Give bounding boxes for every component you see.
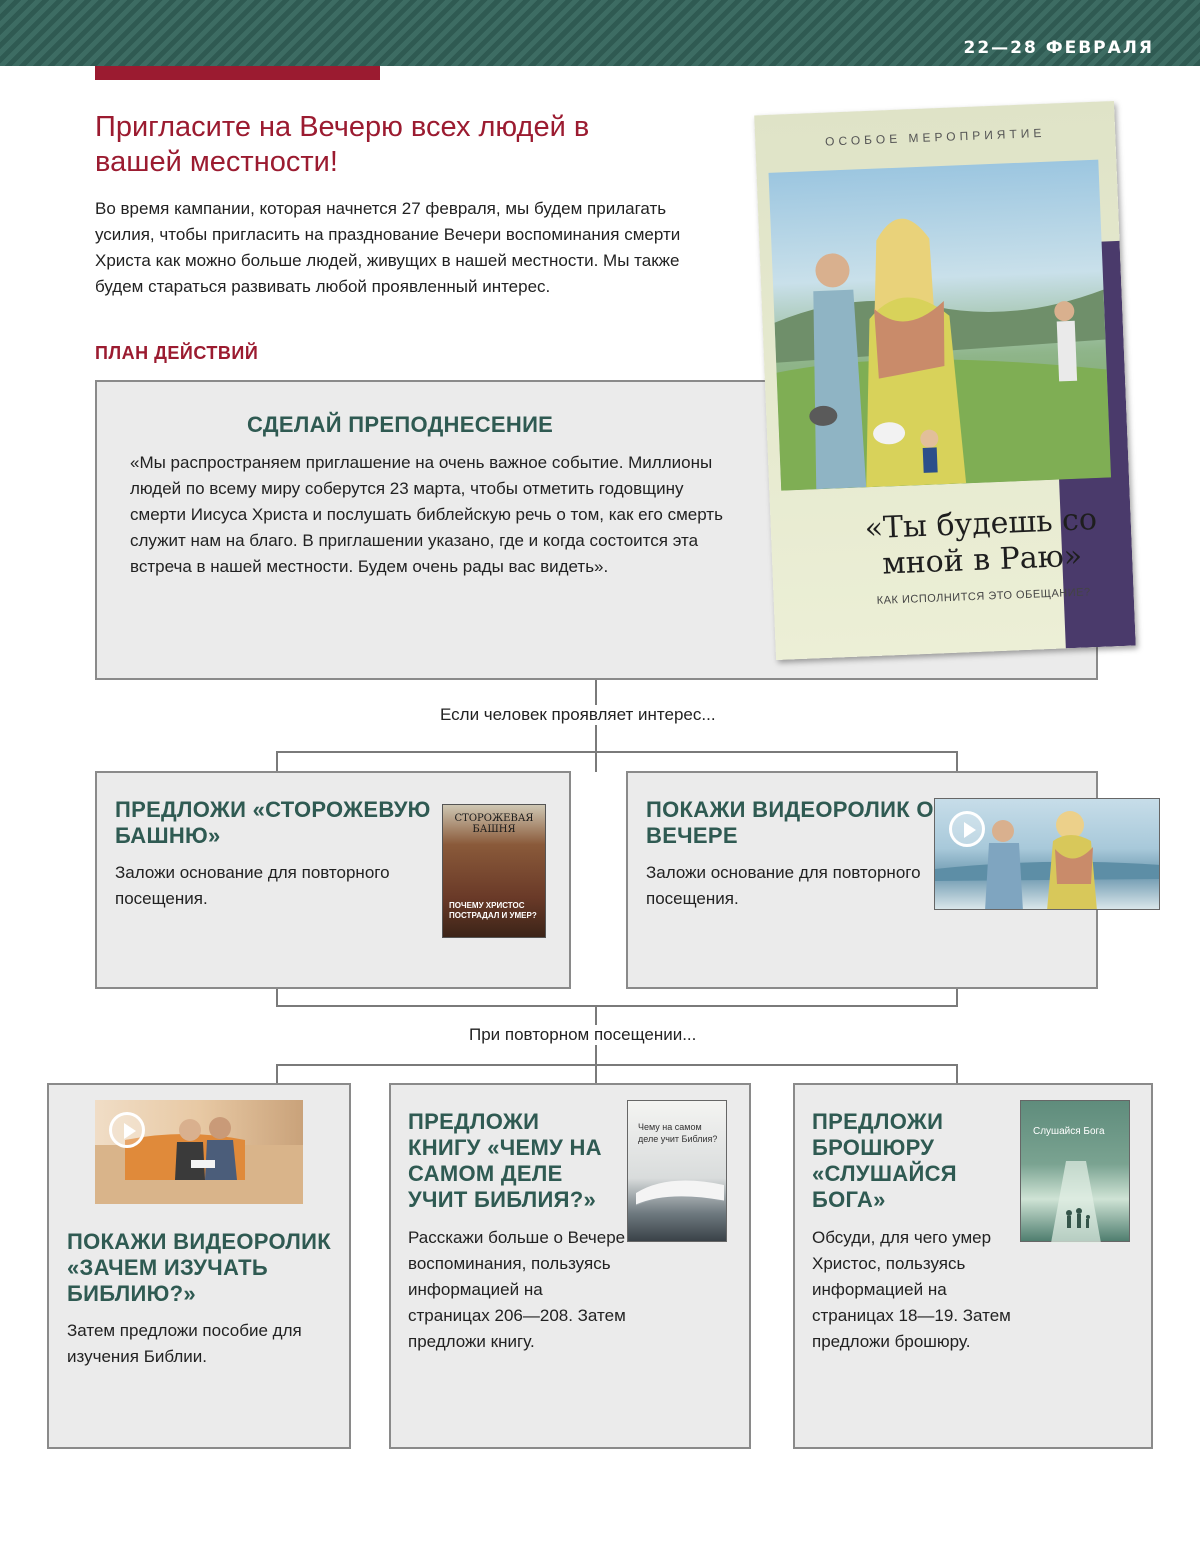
book-cover <box>627 1100 727 1242</box>
bible-video-thumbnail[interactable] <box>95 1100 303 1204</box>
poster-photo <box>769 160 1111 491</box>
connector-right-2 <box>956 1064 958 1084</box>
connector-branch-1 <box>276 751 958 753</box>
watchtower-cover-caption: ПОЧЕМУ ХРИСТОС ПОСТРАДАЛ И УМЕР? <box>449 901 537 920</box>
book-cover-title: Чему на самом деле учит Библия? <box>638 1122 718 1144</box>
brochure-box <box>793 1083 1153 1449</box>
invitation-poster <box>754 101 1136 660</box>
connector-left-1 <box>276 751 278 772</box>
watchtower-cover <box>442 804 546 938</box>
brochure-cover <box>1020 1100 1130 1242</box>
play-icon[interactable] <box>949 811 985 847</box>
book-text: Расскажи больше о Вечере воспоминания, пользуясь информацией на страницах 206—208. Затем предложи книгу. <box>408 1228 626 1351</box>
play-icon[interactable] <box>109 1112 145 1148</box>
caption-interest: Если человек проявляет интерес... <box>432 705 724 725</box>
date-range: 22—28 ФЕВРАЛЯ <box>963 38 1154 58</box>
watchtower-heading: ПРЕДЛОЖИ «СТОРОЖЕВУЮ БАШНЮ» <box>115 797 431 848</box>
connector-join-bar <box>276 1005 958 1007</box>
book-box <box>389 1083 751 1449</box>
accent-strip <box>95 66 380 80</box>
page-title: Пригласите на Вечерю всех людей в вашей местности! <box>95 111 590 178</box>
poster-subtitle: КАК ИСПОЛНИТСЯ ЭТО ОБЕЩАНИЕ? <box>876 586 1091 607</box>
bible-video-box <box>47 1083 351 1449</box>
offer-heading: СДЕЛАЙ ПРЕПОДНЕСЕНИЕ <box>247 412 554 437</box>
memorial-video-heading: ПОКАЖИ ВИДЕОРОЛИК О ВЕЧЕРЕ <box>646 797 934 848</box>
bible-video-heading: ПОКАЖИ ВИДЕОРОЛИК «ЗАЧЕМ ИЗУЧАТЬ БИБЛИЮ?» <box>67 1229 331 1306</box>
open-book-icon <box>628 1101 728 1243</box>
connector-left-2 <box>276 1064 278 1084</box>
memorial-video-text: Заложи основание для повторного посещения. <box>646 863 921 908</box>
memorial-video-box <box>626 771 1098 989</box>
offer-text: «Мы распространяем приглашение на очень важное событие. Миллионы людей по всему миру соберутся 23 марта, чтобы отметить годовщину смерти Иисуса Христа и послушать библейскую речь о том, как его смерть служит нам на благо. В приглашении указано, где и когда состоится эта встреча в нашей местности. Будем очень рады вас видеть». <box>130 453 723 576</box>
poster-kicker: ОСОБОЕ МЕРОПРИЯТИЕ <box>824 125 1046 149</box>
caption-return-visit: При повторном посещении... <box>461 1025 704 1045</box>
bible-video-text: Затем предложи пособие для изучения Библии. <box>67 1321 302 1366</box>
paradise-illustration <box>769 160 1111 491</box>
poster-title: «Ты будешь со мной в Раю» <box>864 502 1098 582</box>
memorial-video-thumbnail[interactable] <box>934 798 1160 910</box>
connector-branch-2 <box>276 1064 958 1066</box>
connector-right-1 <box>956 751 958 772</box>
watchtower-box <box>95 771 571 989</box>
plan-label: ПЛАН ДЕЙСТВИЙ <box>95 343 259 363</box>
book-heading: ПРЕДЛОЖИ КНИГУ «ЧЕМУ НА САМОМ ДЕЛЕ УЧИТ БИБЛИЯ?» <box>408 1109 602 1212</box>
brochure-heading: ПРЕДЛОЖИ БРОШЮРУ «СЛУШАЙСЯ БОГА» <box>812 1109 957 1212</box>
connector-trunk-1 <box>595 680 597 772</box>
brochure-text: Обсуди, для чего умер Христос, пользуясь информацией на страницах 18—19. Затем предложи брошюру. <box>812 1228 1011 1351</box>
watchtower-text: Заложи основание для повторного посещения. <box>115 863 390 908</box>
watchtower-masthead: СТОРОЖЕВАЯ БАШНЯ <box>454 813 534 835</box>
family-path-icon <box>1021 1101 1131 1243</box>
brochure-cover-title: Слушайся Бога <box>1033 1126 1105 1137</box>
intro-paragraph: Во время кампании, которая начнется 27 февраля, мы будем прилагать усилия, чтобы пригласить на празднование Вечери воспоминания смерти Христа как можно больше людей, живущих в нашей местности. Мы также будем стараться развивать любой проявленный интерес. <box>95 199 681 296</box>
